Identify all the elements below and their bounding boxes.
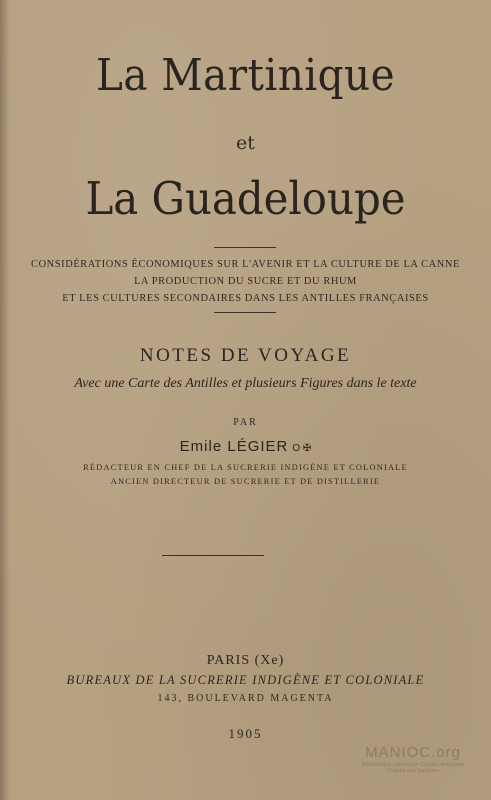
- publisher-address: 143, BOULEVARD MAGENTA: [157, 693, 334, 704]
- by-label: PAR: [233, 417, 258, 428]
- subtitle-line-2: LA PRODUCTION DU SUCRE ET DU RHUM: [134, 276, 357, 287]
- notes-heading: NOTES DE VOYAGE: [139, 345, 352, 366]
- title-line-2: La Guadeloupe: [85, 172, 406, 225]
- divider-rule-middle: [214, 312, 276, 313]
- author-name: Emile LÉGIER: [179, 438, 289, 455]
- manioc-watermark: [353, 744, 473, 774]
- divider-rule-bottom: [162, 555, 264, 556]
- watermark-name: MANIOC.org: [365, 744, 461, 761]
- publisher-name: BUREAUX DE LA SUCRERIE INDIGÈNE ET COLONIALE: [66, 673, 425, 687]
- author-decoration: O ✠: [292, 443, 312, 454]
- subtitle-line-3: ET LES CULTURES SECONDAIRES DANS LES ANTILLES FRANÇAISES: [62, 293, 429, 304]
- publication-year: 1905: [228, 726, 263, 741]
- notes-detail: Avec une Carte des Antilles et plusieurs Figures dans le texte: [74, 376, 417, 391]
- title-connector: et: [236, 132, 255, 154]
- author-role-1: RÉDACTEUR EN CHEF DE LA SUCRERIE INDIGÈNE ET COLONIALE: [83, 463, 408, 472]
- subtitle-line-1: CONSIDÉRATIONS ÉCONOMIQUES SUR L'AVENIR ET LA CULTURE DE LA CANNE: [31, 259, 460, 270]
- divider-rule-top: [214, 247, 276, 248]
- watermark-tagline: Bibliothèque numérique Caraïbe Amazonie Plateau des Guyanes: [361, 762, 465, 774]
- author-line: [0, 438, 491, 455]
- title-line-1: La Martinique: [96, 50, 395, 101]
- publication-city: PARIS (Xe): [206, 653, 285, 668]
- author-role-2: ANCIEN DIRECTEUR DE SUCRERIE ET DE DISTILLERIE: [110, 477, 381, 486]
